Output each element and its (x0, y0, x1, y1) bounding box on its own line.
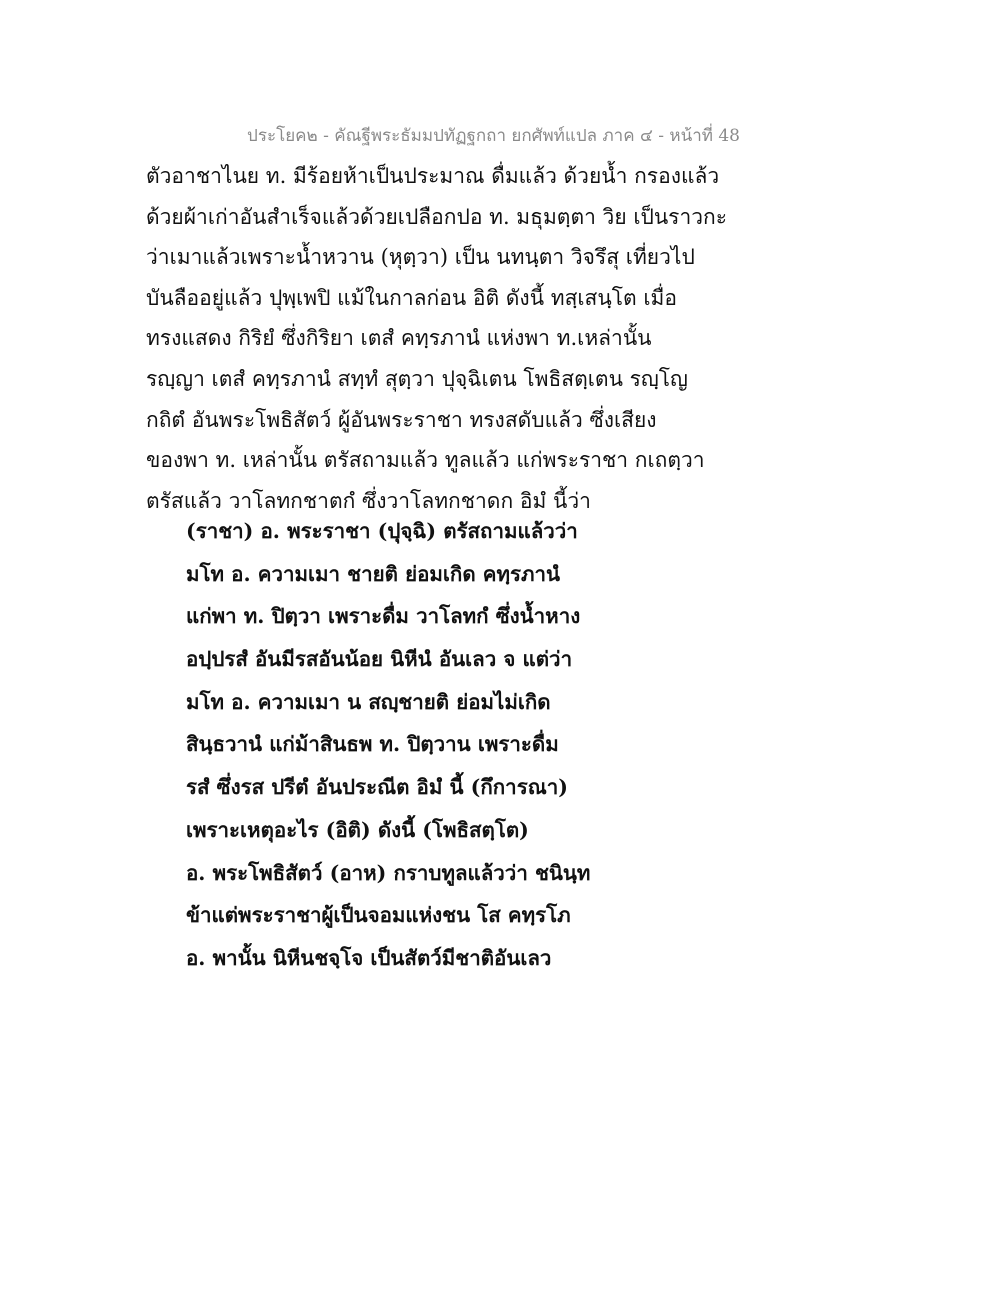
prose-paragraph (146, 156, 746, 521)
verse-line: สินฺธวานํ แก่ม้าสินธพ ท. ปิตฺวาน เพราะดื่ม (186, 732, 559, 757)
verse-line: (ราชา) อ. พระราชา (ปุจฺฉิ) ตรัสถามแล้วว่า (186, 519, 578, 543)
text-line: บันลืออยู่แล้ว ปุพฺเพปิ แม้ในกาลก่อน อิติ ดังนี้ ทสฺเสนฺโต เมื่อ (146, 285, 677, 310)
verse-line: เพราะเหตุอะไร (อิติ) ดังนี้ (โพธิสตฺโต) (186, 817, 529, 842)
text-line: รญฺญา เตสํ คทฺรภานํ สทฺทํ สุตฺวา ปุจฺฉิเตน โพธิสตฺเตน รญฺโญ (146, 366, 688, 391)
running-header: ประโยค๒ - คัณฐีพระธัมมปทัฏฐกถา ยกศัพท์แปล ภาค ๔ - หน้าที่ 48 (247, 126, 740, 146)
verse-line: รสํ ซึ่งรส ปรีตํ อันประณีต อิมํ นี้ (กึการณา) (186, 775, 568, 800)
text-line: ด้วยผ้าเก่าอันสำเร็จแล้วด้วยเปลือกปอ ท. มธุมตฺตา วิย เป็นราวกะ (146, 204, 728, 229)
text-line: ทรงแสดง กิริยํ ซึ่งกิริยา เตสํ คทฺรภานํ แห่งพา ท.เหล่านั้น (146, 326, 652, 351)
verse-line: ข้าแต่พระราชาผู้เป็นจอมแห่งชน โส คทฺรโภ (186, 903, 571, 928)
verse-line: อ. พระโพธิสัตว์ (อาห) กราบทูลแล้วว่า ชนินฺท (186, 860, 591, 885)
verse-line: อปฺปรสํ อันมีรสอันน้อย นิหีนํ อันเลว จ แต่ว่า (186, 647, 573, 672)
verse-line: แก่พา ท. ปิตฺวา เพราะดื่ม วาโลทกํ ซึ่งน้ำหาง (186, 604, 581, 629)
verse-line: อ. พานั้น นิหีนชจฺโจ เป็นสัตว์มีชาติอันเลว (186, 945, 552, 970)
verse-line: มโท อ. ความเมา น สญฺชายติ ย่อมไม่เกิด (186, 689, 551, 714)
text-line: ตัวอาชาไนย ท. มีร้อยห้าเป็นประมาณ ดื่มแล้ว ด้วยน้ำ กรองแล้ว (146, 164, 720, 188)
text-line: ของพา ท. เหล่านั้น ตรัสถามแล้ว ทูลแล้ว แก่พระราชา กเถตฺวา (146, 448, 705, 473)
text-line: ตรัสแล้ว วาโลทกชาตกํ ซึ่งวาโลทกชาดก อิมํ นี้ว่า (146, 488, 591, 513)
text-line: กถิตํ อันพระโพธิสัตว์ ผู้อันพระราชา ทรงสดับแล้ว ซึ่งเสียง (146, 407, 657, 432)
text-line: ว่าเมาแล้วเพราะน้ำหวาน (หุตฺวา) เป็น นทนฺตา วิจรึสุ เที่ยวไป (146, 245, 695, 270)
verse-line: มโท อ. ความเมา ชายติ ย่อมเกิด คทฺรภานํ (186, 561, 561, 586)
verse-block (186, 510, 746, 980)
